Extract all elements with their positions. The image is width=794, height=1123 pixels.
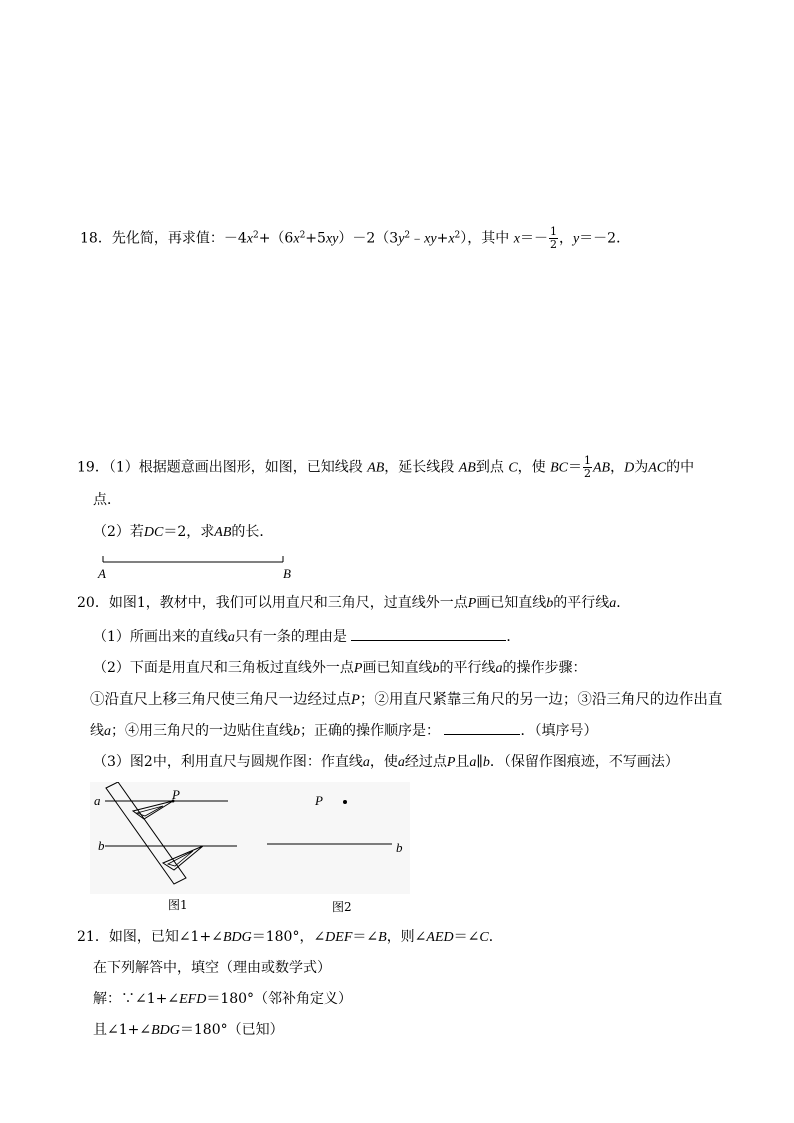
question-20-part2: （2）下面是用直尺和三角板过直线外一点P画已知直线b的平行线a的操作步骤： xyxy=(93,660,587,676)
question-20-intro: 20．如图1，教材中，我们可以用直尺和三角尺，过直线外一点P画已知直线b的平行线a． xyxy=(77,595,631,611)
point-a-label: A xyxy=(98,566,106,581)
question-21-instruction: 在下列解答中，填空（理由或数学式） xyxy=(93,960,331,976)
question-19-part1: 19．（1）根据题意画出图形，如图，已知线段 AB，延长线段 AB到点 C，使 BC＝ $\frac{1}{2}$ AB，D为AC的中 xyxy=(77,454,695,480)
figure-2-caption: 图2 xyxy=(332,900,352,914)
figure-1-caption: 图1 xyxy=(168,898,188,912)
order-answer-blank[interactable] xyxy=(444,720,520,735)
fig1-line-a-label: a xyxy=(94,793,101,808)
question-21-solution-1: 解：∵∠1+∠EFD＝180°（邻补角定义） xyxy=(93,991,353,1007)
fig2-point-p-label: P xyxy=(315,793,323,808)
question-20-steps-2: 线a；④用三角尺的一边贴住直线b；正确的操作顺序是： ．（填序号） xyxy=(90,720,597,742)
segment-ab-figure xyxy=(95,552,295,568)
question-21-solution-2: 且∠1+∠BDG＝180°（已知） xyxy=(93,1022,284,1038)
fig1-point-p-label: P xyxy=(172,787,180,802)
question-19-part2: （2）若DC＝2，求AB的长． xyxy=(93,524,274,540)
fraction-one-half: $\frac{1}{2}$ xyxy=(584,454,591,480)
question-19-line2: 点． xyxy=(93,492,121,508)
answer-blank[interactable] xyxy=(351,626,506,641)
question-18: 18．先化简，再求值：$-4x^2+(6x^2+5xy)-2(3y^2﹣xy+x^2)$，其中 x＝－ $\frac{1}{2}$ ，y＝－2． xyxy=(80,225,631,251)
question-21-intro: 21．如图，已知∠1+∠BDG＝180°，∠DEF＝∠B，则∠AED＝∠C． xyxy=(77,929,503,945)
fig2-line-b-label: b xyxy=(396,840,403,855)
point-b-label: B xyxy=(283,566,291,581)
fig1-line-b-label: b xyxy=(98,838,105,853)
figure-2-point-line xyxy=(260,790,410,860)
question-20-steps: ①沿直尺上移三角尺使三角尺一边经过点P；②用直尺紧靠三角尺的另一边；③沿三角尺的边作出直 xyxy=(90,692,723,708)
question-20-part3: （3）图2中，利用直尺与圆规作图：作直线a，使a经过点P且a∥b．（保留作图痕迹，不写画法） xyxy=(93,754,679,770)
question-20-part1: （1）所画出来的直线a只有一条的理由是 ． xyxy=(93,626,520,648)
fraction-one-half: $\frac{1}{2}$ xyxy=(549,225,557,251)
